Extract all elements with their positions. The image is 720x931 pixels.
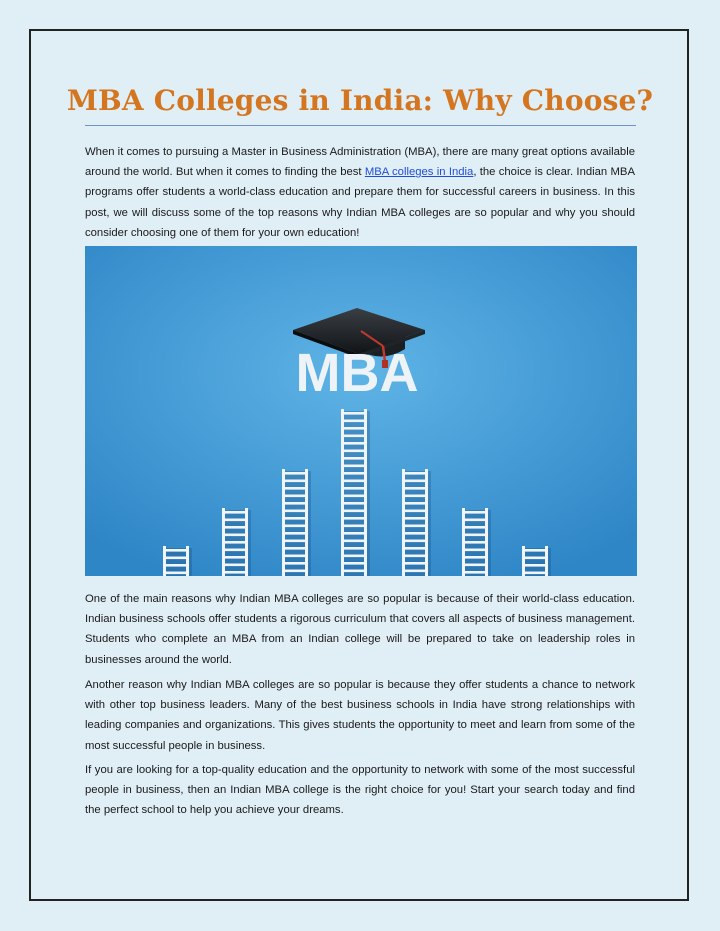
ladder-icon <box>163 546 192 576</box>
paragraph-1: One of the main reasons why Indian MBA colleges are so popular is because of their world-class education. Indian business schools offer students a rigorous curriculum that covers all aspects of business management. Students who complete an MBA from an Indian college will be prepared to take on leadership roles in businesses around the world. <box>85 593 635 666</box>
paragraph-2: Another reason why Indian MBA colleges are so popular is because they offer students a chance to network with other top business leaders. Many of the best business schools in India have strong relationships with leading companies and organizations. This gives students the opportunity to meet and learn from some of the most successful people in business. <box>85 679 635 752</box>
ladder-icon <box>282 469 311 576</box>
intro-text-before-link: When it comes to pursuing a Master in Business Administration (MBA), there are many great options available around the world. But when it comes to finding the best <box>85 146 635 179</box>
hero-mba-text: MBA <box>295 343 419 403</box>
ladder-icon <box>222 508 251 576</box>
title-underline <box>85 125 636 126</box>
page-title: MBA Colleges in India: Why Choose? <box>66 84 654 117</box>
hero-image <box>85 246 637 576</box>
intro-text-after-link: , the choice is clear. Indian MBA programs offer students a world-class education and prepare them for successful careers in business. In this post, we will discuss some of the top reasons why Indian MBA colleges are so popular and why you should consider choosing one of them for your own education! <box>85 166 635 239</box>
intro-paragraph <box>85 142 635 243</box>
ladder-icon <box>462 508 491 576</box>
mba-colleges-link[interactable]: MBA colleges in India <box>364 166 474 179</box>
paragraph-3: If you are looking for a top-quality education and the opportunity to network with some of the most successful people in business, then an Indian MBA college is the right choice for you! Start your search today and find the perfect school to help you achieve your dreams. <box>85 764 635 817</box>
ladder-icon <box>522 546 551 576</box>
ladder-icon <box>341 409 370 576</box>
ladder-icon <box>402 469 431 576</box>
